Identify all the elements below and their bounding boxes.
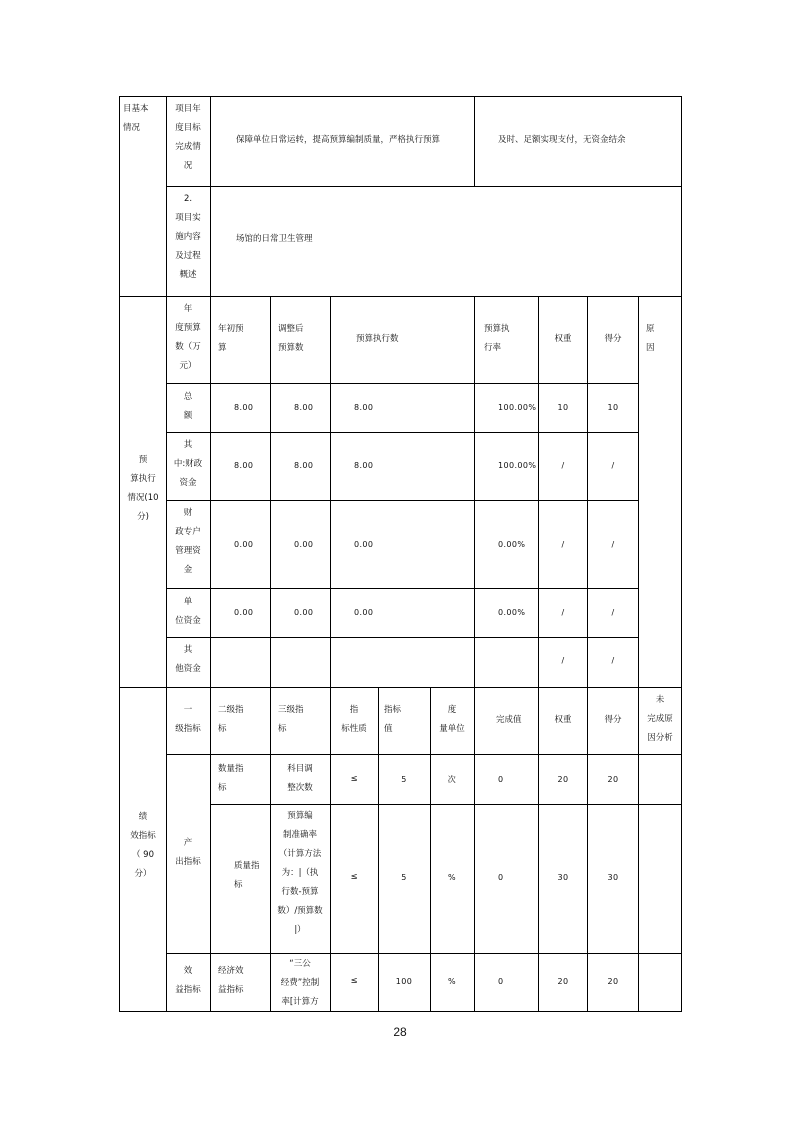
budget-head-year: 年 度预算 数（万 元）: [175, 304, 201, 371]
perf-cell-weight: 30: [557, 873, 569, 882]
budget-cell-executed: 0.00: [354, 540, 374, 549]
perf-cell-score: 30: [607, 873, 619, 882]
col-divider: [330, 687, 331, 1012]
sub-label-target: 项目年 度目标 完成情 况: [175, 104, 201, 171]
col-divider: [587, 296, 588, 687]
table-border-left: [119, 96, 120, 1012]
budget-cell-adjusted: 8.00: [294, 403, 314, 412]
perf-cell-op: ≤: [350, 976, 358, 986]
section-divider: [119, 296, 682, 297]
budget-head-reason: 原 因: [646, 324, 655, 353]
perf-head-level3: 三级指 标: [278, 705, 304, 734]
perf-cell-unit: 次: [447, 775, 457, 784]
perf-cell-unit: %: [447, 873, 456, 882]
budget-cell-rate: 0.00%: [498, 540, 526, 549]
content-text: 场馆的日常卫生管理: [236, 234, 313, 244]
col-divider: [430, 687, 431, 1012]
perf-cell-value: 5: [401, 873, 407, 882]
row-divider: [210, 804, 682, 805]
budget-head-score: 得分: [604, 334, 622, 344]
budget-cell-score: /: [611, 540, 615, 549]
perf-cell-level3: “三公 经费”控制 率[计算方: [280, 959, 320, 1007]
perf-head-done: 完成值: [496, 715, 522, 725]
budget-row-label: 财 政专户 管理资 金: [175, 508, 201, 575]
budget-row-label: 其 中:财政 资金: [173, 440, 203, 488]
row-divider: [166, 383, 639, 384]
budget-cell-executed: 8.00: [354, 461, 374, 470]
budget-cell-initial: 0.00: [234, 608, 254, 617]
col-divider: [166, 96, 167, 1012]
target-actual: 及时、足额实现支付，无资金结余: [498, 135, 626, 145]
perf-head-op: 指 标性质: [341, 705, 367, 734]
budget-cell-initial: 0.00: [234, 540, 254, 549]
col-divider: [538, 296, 539, 687]
budget-cell-initial: 8.00: [234, 403, 254, 412]
budget-cell-score: /: [611, 461, 615, 470]
perf-cell-done: 0: [498, 873, 504, 882]
perf-head-value: 指标 值: [384, 705, 402, 734]
perf-head-level1: 一 级指标: [175, 705, 201, 734]
perf-head-reason: 未 完成原 因分析: [647, 695, 673, 743]
budget-row-label: 其 他资金: [175, 645, 201, 674]
col-divider: [638, 687, 639, 1012]
sub-label-content: 2. 项目实 施内容 及过程 概述: [175, 194, 201, 280]
budget-cell-rate: 0.00%: [498, 608, 526, 617]
section-divider: [119, 687, 682, 688]
budget-cell-executed: 0.00: [354, 608, 374, 617]
section-label-performance: 绩 效指标 （ 90 分）: [130, 812, 156, 879]
perf-cell-level2: 数量指 标: [218, 764, 244, 793]
col-divider: [474, 96, 475, 186]
col-divider: [474, 687, 475, 1012]
col-divider: [210, 296, 211, 687]
budget-cell-score: 10: [607, 403, 619, 412]
perf-cell-value: 100: [395, 977, 413, 986]
perf-head-level2: 二级指 标: [218, 705, 244, 734]
budget-cell-weight: 10: [557, 403, 569, 412]
row-divider: [166, 186, 682, 187]
target-planned: 保障单位日常运转，提高预算编制质量，严格执行预算: [236, 135, 441, 145]
output-indicator-label: 产 出指标: [175, 838, 201, 867]
budget-head-rate: 预算执 行率: [484, 324, 510, 353]
budget-cell-weight: /: [561, 608, 565, 617]
perf-cell-op: ≤: [350, 872, 358, 882]
perf-cell-score: 20: [607, 775, 619, 784]
perf-head-unit: 度 量单位: [439, 705, 465, 734]
page-number: 28: [393, 1025, 407, 1039]
budget-cell-score: /: [611, 608, 615, 617]
budget-cell-weight: /: [561, 540, 565, 549]
budget-row-label: 单 位资金: [175, 597, 201, 626]
col-divider: [474, 296, 475, 687]
table-border-right: [681, 96, 682, 1012]
budget-head-weight: 权重: [554, 334, 572, 344]
col-divider: [270, 296, 271, 687]
row-divider: [166, 432, 639, 433]
budget-cell-rate: 100.00%: [498, 403, 537, 412]
table-border-top: [119, 96, 682, 97]
perf-head-weight: 权重: [554, 715, 572, 725]
perf-cell-value: 5: [401, 775, 407, 784]
table-border-bottom: [119, 1011, 682, 1012]
budget-head-executed: 预算执行数: [356, 334, 399, 344]
row-divider: [166, 637, 639, 638]
budget-cell-weight: /: [561, 461, 565, 470]
perf-cell-level3: 预算编 制准确率 （计算方法 为：|（执 行数-预算 数）/预算数 |）: [277, 811, 323, 935]
col-divider: [330, 296, 331, 687]
col-divider: [587, 687, 588, 1012]
budget-cell-initial: 8.00: [234, 461, 254, 470]
budget-head-adjusted: 调整后 预算数: [278, 324, 304, 353]
col-divider: [210, 96, 211, 296]
perf-cell-level2: 经济效 益指标: [218, 966, 244, 995]
col-divider: [638, 296, 639, 687]
budget-cell-executed: 8.00: [354, 403, 374, 412]
perf-cell-done: 0: [498, 775, 504, 784]
col-divider: [378, 687, 379, 1012]
perf-cell-level3: 科目调 整次数: [287, 764, 313, 793]
col-divider: [270, 687, 271, 1012]
perf-cell-weight: 20: [557, 775, 569, 784]
perf-cell-weight: 20: [557, 977, 569, 986]
budget-cell-adjusted: 0.00: [294, 540, 314, 549]
perf-cell-score: 20: [607, 977, 619, 986]
budget-row-label: 总 额: [183, 392, 193, 421]
perf-cell-op: ≤: [350, 774, 358, 784]
benefit-indicator-label: 效 益指标: [175, 966, 201, 995]
perf-cell-done: 0: [498, 977, 504, 986]
row-divider: [166, 588, 639, 589]
row-divider: [166, 500, 639, 501]
perf-cell-unit: %: [447, 977, 456, 986]
col-divider: [538, 687, 539, 1012]
perf-cell-level2: 质量指 标: [234, 861, 260, 890]
budget-cell-weight: /: [561, 656, 565, 665]
budget-head-initial: 年初预 算: [218, 324, 244, 353]
section-label-budget: 预 算执行 情况(10 分): [127, 455, 159, 522]
row-divider: [166, 953, 682, 954]
budget-cell-rate: 100.00%: [498, 461, 537, 470]
budget-cell-adjusted: 0.00: [294, 608, 314, 617]
perf-head-score: 得分: [604, 715, 622, 725]
section-label-basic: 目基本 情况: [123, 104, 149, 133]
row-divider: [166, 754, 682, 755]
col-divider: [210, 687, 211, 1012]
budget-cell-adjusted: 8.00: [294, 461, 314, 470]
budget-cell-score: /: [611, 656, 615, 665]
